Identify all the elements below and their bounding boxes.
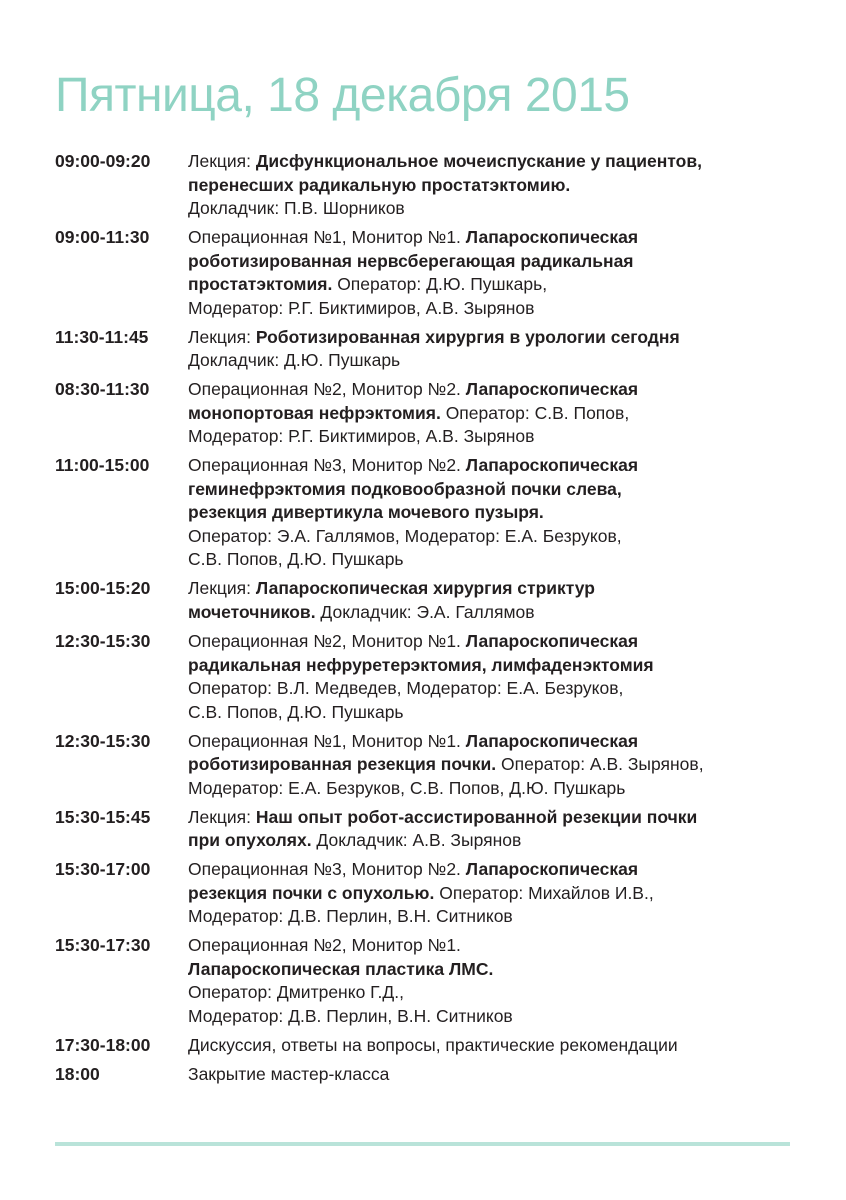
regular-text: Операционная №2, Монитор №1. bbox=[188, 935, 461, 956]
schedule-description bbox=[188, 226, 795, 320]
description-line bbox=[188, 425, 795, 449]
description-line bbox=[188, 226, 795, 250]
schedule-description bbox=[188, 1034, 795, 1058]
schedule-time: 11:00-15:00 bbox=[55, 455, 150, 476]
description-line bbox=[188, 958, 795, 982]
schedule-row bbox=[55, 454, 795, 572]
schedule-row bbox=[55, 1034, 795, 1058]
regular-text: Модератор: Д.В. Перлин, В.Н. Ситников bbox=[188, 1005, 513, 1026]
schedule-time: 11:30-11:45 bbox=[55, 326, 149, 347]
regular-text: Оператор: А.В. Зырянов, bbox=[496, 754, 704, 775]
schedule-description bbox=[188, 378, 795, 449]
regular-text: Дискуссия, ответы на вопросы, практические рекомендации bbox=[188, 1035, 678, 1056]
description-line bbox=[188, 577, 795, 601]
bold-text: Лапароскопическая bbox=[465, 227, 639, 248]
regular-text: Лекция: bbox=[188, 578, 256, 599]
description-line bbox=[188, 601, 795, 625]
regular-text: Операционная №1, Монитор №1. bbox=[188, 730, 466, 751]
schedule-row bbox=[55, 577, 795, 624]
bold-text: мочеточников. bbox=[188, 601, 316, 622]
description-line bbox=[188, 1005, 795, 1029]
regular-text: Операционная №1, Монитор №1. bbox=[188, 227, 466, 248]
schedule-time: 17:30-18:00 bbox=[55, 1035, 151, 1056]
description-line bbox=[188, 297, 795, 321]
description-line bbox=[188, 753, 795, 777]
schedule-time: 15:30-17:00 bbox=[55, 859, 151, 880]
bold-text: роботизированная резекция почки. bbox=[188, 754, 497, 775]
description-line bbox=[188, 525, 795, 549]
bold-text: Наш опыт робот-ассистированной резекции почки bbox=[255, 806, 698, 827]
schedule-time: 15:30-17:30 bbox=[55, 935, 151, 956]
regular-text: Оператор: С.В. Попов, bbox=[440, 402, 630, 423]
regular-text: Докладчик: Д.Ю. Пушкарь bbox=[188, 350, 401, 371]
page-title: Пятница, 18 декабря 2015 bbox=[55, 69, 630, 122]
regular-text: Модератор: Р.Г. Биктимиров, А.В. Зырянов bbox=[188, 297, 535, 318]
bold-text: Лапароскопическая bbox=[465, 730, 639, 751]
description-line bbox=[188, 454, 795, 478]
bold-text: при опухолях. bbox=[188, 830, 312, 851]
bold-text: резекция почки с опухолью. bbox=[188, 882, 435, 903]
regular-text: С.В. Попов, Д.Ю. Пушкарь bbox=[188, 701, 404, 722]
bold-text: перенесших радикальную простатэктомию. bbox=[188, 174, 571, 195]
schedule-time: 18:00 bbox=[55, 1064, 100, 1085]
schedule-description bbox=[188, 577, 795, 624]
description-line bbox=[188, 806, 795, 830]
description-line bbox=[188, 349, 795, 373]
description-line bbox=[188, 777, 795, 801]
description-line bbox=[188, 905, 795, 929]
description-line bbox=[188, 197, 795, 221]
bold-text: Дисфункциональное мочеиспускание у пациентов, bbox=[255, 151, 702, 171]
regular-text: Оператор: В.Л. Медведев, Модератор: Е.А. Безруков, bbox=[188, 678, 624, 699]
description-line bbox=[188, 150, 795, 174]
schedule-description bbox=[188, 326, 795, 373]
description-line bbox=[188, 326, 795, 350]
description-line bbox=[188, 402, 795, 426]
description-line bbox=[188, 882, 795, 906]
regular-text: С.В. Попов, Д.Ю. Пушкарь bbox=[188, 549, 404, 570]
bottom-divider bbox=[55, 1142, 790, 1146]
schedule-description bbox=[188, 730, 795, 801]
regular-text: Операционная №2, Монитор №1. bbox=[188, 631, 466, 652]
schedule-description bbox=[188, 150, 795, 221]
description-line bbox=[188, 677, 795, 701]
schedule-row bbox=[55, 1063, 795, 1087]
schedule-row bbox=[55, 806, 795, 853]
schedule-row bbox=[55, 858, 795, 929]
bold-text: Лапароскопическая bbox=[465, 859, 639, 880]
regular-text: Закрытие мастер-класса bbox=[188, 1064, 390, 1085]
bold-text: простатэктомия. bbox=[188, 274, 333, 295]
description-line bbox=[188, 1034, 795, 1058]
regular-text: Модератор: Р.Г. Биктимиров, А.В. Зырянов bbox=[188, 426, 535, 447]
description-line bbox=[188, 630, 795, 654]
regular-text: Оператор: Э.А. Галлямов, Модератор: Е.А. Безруков, bbox=[188, 525, 622, 546]
regular-text: Докладчик: Э.А. Галлямов bbox=[315, 601, 535, 622]
regular-text: Оператор: Михайлов И.В., bbox=[434, 882, 654, 903]
schedule-time: 15:30-15:45 bbox=[55, 806, 151, 827]
schedule-time: 12:30-15:30 bbox=[55, 730, 151, 751]
description-line bbox=[188, 250, 795, 274]
schedule-time: 12:30-15:30 bbox=[55, 631, 151, 652]
regular-text: Лекция: bbox=[188, 326, 256, 347]
description-line bbox=[188, 730, 795, 754]
bold-text: резекция дивертикула мочевого пузыря. bbox=[188, 502, 544, 523]
schedule-time: 15:00-15:20 bbox=[55, 578, 151, 599]
regular-text: Оператор: Дмитренко Г.Д., bbox=[188, 982, 404, 1003]
bold-text: Лапароскопическая хирургия стриктур bbox=[255, 578, 595, 599]
bold-text: монопортовая нефрэктомия. bbox=[188, 402, 441, 423]
schedule-description bbox=[188, 934, 795, 1028]
bold-text: Лапароскопическая bbox=[465, 455, 639, 476]
bold-text: радикальная нефруретерэктомия, лимфаденэктомия bbox=[188, 654, 654, 675]
description-line bbox=[188, 654, 795, 678]
schedule-row bbox=[55, 630, 795, 724]
regular-text: Докладчик: П.В. Шорников bbox=[188, 198, 405, 218]
description-line bbox=[188, 378, 795, 402]
schedule-row bbox=[55, 226, 795, 320]
schedule-row bbox=[55, 378, 795, 449]
schedule-row bbox=[55, 730, 795, 801]
description-line bbox=[188, 981, 795, 1005]
schedule-list bbox=[55, 150, 795, 1092]
schedule-time: 09:00-09:20 bbox=[55, 151, 151, 171]
regular-text: Операционная №2, Монитор №2. bbox=[188, 379, 466, 400]
regular-text: Модератор: Е.А. Безруков, С.В. Попов, Д.Ю. Пушкарь bbox=[188, 777, 626, 798]
description-line bbox=[188, 548, 795, 572]
bold-text: Лапароскопическая пластика ЛМС. bbox=[188, 958, 494, 979]
schedule-description bbox=[188, 1063, 795, 1087]
schedule-description bbox=[188, 858, 795, 929]
schedule-time: 08:30-11:30 bbox=[55, 379, 150, 400]
schedule-description bbox=[188, 806, 795, 853]
schedule-time: 09:00-11:30 bbox=[55, 227, 150, 248]
regular-text: Оператор: Д.Ю. Пушкарь, bbox=[332, 274, 548, 295]
regular-text: Операционная №3, Монитор №2. bbox=[188, 455, 466, 476]
description-line bbox=[188, 701, 795, 725]
regular-text: Операционная №3, Монитор №2. bbox=[188, 859, 466, 880]
description-line bbox=[188, 478, 795, 502]
schedule-row bbox=[55, 326, 795, 373]
description-line bbox=[188, 1063, 795, 1087]
schedule-row bbox=[55, 934, 795, 1028]
bold-text: роботизированная нервсберегающая радикальная bbox=[188, 250, 634, 271]
description-line bbox=[188, 858, 795, 882]
bold-text: Лапароскопическая bbox=[465, 379, 639, 400]
regular-text: Лекция: bbox=[188, 151, 256, 171]
bold-text: геминефрэктомия подковообразной почки слева, bbox=[188, 478, 622, 499]
description-line bbox=[188, 934, 795, 958]
bold-text: Роботизированная хирургия в урологии сегодня bbox=[255, 326, 680, 347]
description-line bbox=[188, 501, 795, 525]
regular-text: Модератор: Д.В. Перлин, В.Н. Ситников bbox=[188, 906, 513, 927]
regular-text: Лекция: bbox=[188, 806, 256, 827]
schedule-description bbox=[188, 454, 795, 572]
description-line bbox=[188, 273, 795, 297]
bold-text: Лапароскопическая bbox=[465, 631, 639, 652]
schedule-description bbox=[188, 630, 795, 724]
regular-text: Докладчик: А.В. Зырянов bbox=[311, 830, 522, 851]
description-line bbox=[188, 174, 795, 198]
description-line bbox=[188, 829, 795, 853]
schedule-row bbox=[55, 150, 795, 221]
